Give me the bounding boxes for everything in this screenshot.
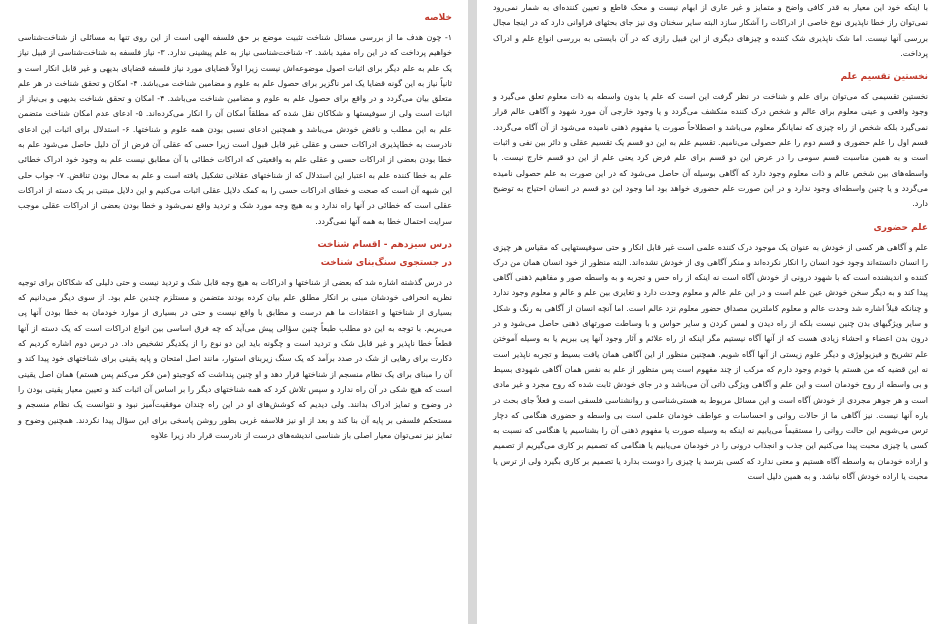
paragraph-first-division: نخستین تقسیمی که می‌توان برای علم و شناخت در نظر گرفت این است که علم یا بدون واسطه به ذات معلوم تعلق می‌گیرد و وجود واقعی و عینی معلوم برای عالم و شخص درک کننده منکشف می‌گردد و یا وجود خارجی آن مورد شهود و آگاهی عالم قرار نمی‌گیرد بلکه شخص از راه چیزی که نمایانگر معلوم می‌باشد و اصطلاحاً صورت یا مفهوم ذهنی نامیده می‌شود از آن آگاه می‌گردد. قسم اول را علم حضوری و قسم دوم را علم حصولی می‌نامیم. تقسیم علم به این دو قسم یک تقسیم عقلی و دائر بین نفی و اثبات است و به همین مناسبت قسم سومی را در عرض این دو قسم برای علم فرض کرد یعنی علم از این دو قسم خارج نیست. با واسطه‌های بین شخص عالم و ذات معلوم وجود دارد که آگاهی بوسیله آن حاصل می‌شود که در این صورت به علم حصولی نامیده می‌گردد و یا چنین واسطه‌ای وجود ندارد و در این صورت علم حضوری خواهد بود اما وجود این دو قسم در انسان احتیاج به توضیح دارد. bbox=[493, 92, 928, 209]
paragraph-summary: ۱- چون هدف ما از بررسی مسائل شناخت تثبیت موضع بر حق فلسفه الهی است از این روی تنها به مسائلی از شناخت‌شناسی خواهیم پرداخت که در این راه مفید باشد. ۲- شناخت‌شناسی نیاز به علم پیشینی ندارد. ۳- نیاز فلسفه به شناخت‌شناسی از قبیل نیاز یک علم به علم دیگر برای اثبات اصول موضوعه‌اش نیست زیرا اولاً قضایای مورد نیاز فلسفه قضایای بدیهی و غیر قابل انکار است و ثانیاً نیاز به این گونه قضایا یک امر ناگزیر برای حصول علم به علوم و مضامین شناخت می‌باشد. ۴- امکان و تحقق شناخت در هر علم متعلق بیان می‌گردد و در واقع برای حصول علم به علوم و مضامین شناخت می‌باشد. ۴- امکان و تحقق شناخت بدیهی و بی‌نیاز از اثبات است ولی از سوفیستها و شکاکان نقل شده که مطلقاً امکان آن را انکار می‌کرده‌اند. ۵- ادعای عدم امکان شناخت متضمن علم به این مطلب و ناقض خودش می‌باشد و همچنین ادعای نسبی بودن همه علوم و شناختها. ۶- استدلال برای اثبات این ادعای نادرست به خطاپذیری ادراکات حسی و عقلی غیر قابل قبول است زیرا حسی که عقلی آن فرض از آن دلیل حاصل می‌شود علم به خطا بودن بعضی از ادراکات حسی و عقلی علم به واقعیتی که ادراکات خطائی با آن مطابق نیست علم به وجود خود ادراک خطائی علم به خطا کننده علم به اعتبار این استدلال که از شناختهای عقلانی تشکیل یافته است و علم به محال بودن تناقض. ۷- جواب حلی این شبهه آن است که صحت و خطای ادراکات حسی را به کمک دلایل عقلی اثبات می‌کنیم و این دلایل مبتنی بر یک دسته از ادراکات عقلی است که خطائی در آنها راه ندارد و به هیچ وجه مورد شک و تردید واقع نمی‌شود و خطا بودن بعضی از ادراکات عقلی موجب سرایت احتمال خطا به همه آنها نمی‌گردد. bbox=[18, 33, 453, 226]
paragraph-presential-knowledge: علم و آگاهی هر کسی از خودش به عنوان یک موجود درک کننده علمی است غیر قابل انکار و حتی سوفیستهایی که مقیاس هر چیزی را انسان دانسته‌اند وجود خود انسان را انکار نکرده‌اند و منکر آگاهی وی از خودش نشده‌اند. البته منظور از خود انسان همان من درک کننده و اندیشنده است که با شهود درونی از خودش آگاه است نه اینکه از راه حس و تجربه و به واسطه صور و مفاهیم ذهنی آگاهی پیدا کند و به دیگر سخن خودش عین علم است و در این علم عالم و معلوم وحدت دارد و تغایری بین علم و عالم و معلوم وجود ندارد و چنانکه قبلاً اشاره شد وحدت عالم و معلوم کاملترین مصداق حضور معلوم نزد عالم است. اما آنچه انسان از آگاهی به رنگ و شکل و سایر ویژگیهای بدن چنین نیست بلکه از راه دیدن و لمس کردن و سایر حواس و با وساطت صورتهای ذهنی حاصل می‌شود و در درون بدن اعضاء و احشاء زیادی هست که از آنها آگاه نیستیم مگر اینکه از راه علائم و آثار وجود آنها پی ببریم یا به وسیله آموختن علم تشریح و فیزیولوژی و دیگر علوم زیستی از آنها آگاه شویم. همچنین منظور از این آگاهی همان یافت بسیط و تجربه ناپذیر است نه این قضیه که من هستم یا خودم وجود دارم که مرکب از چند مفهوم است پس منظور از علم به نفس همان آگاهی شهودی بسیط و بی واسطه از روح خودمان است و این علم و آگاهی ویژگی ذاتی آن می‌باشد و در جای خودش ثابت شده که روح مجرد و غیر مادی است و هر جوهر مجردی از خودش آگاه است و این مسائل مربوط به هستی‌شناسی و روانشناسی فلسفی است و فعلاً جای بحث در باره آنها نیست. نیز آگاهی ما از حالات روانی و احساسات و عواطف خودمان علمی است بی واسطه و حضوری هنگامی که دچار ترس می‌شویم این حالت روانی را مستقیماً می‌یابیم نه اینکه به وسیله صورت یا مفهوم ذهنی آن را بشناسیم یا هنگامی که نسبت به کسی یا چیزی محبت پیدا می‌کنیم این جذب و انجذاب درونی را در خودمان می‌یابیم یا هنگامی که تصمیم بر کاری می‌گیریم از تصمیم و اراده خودمان به واسطه آگاه هستیم و معنی ندارد که کسی بترسد یا چیزی را دوست بدارد یا تصمیم بر کاری بگیرد ولی از ترس یا محبت یا اراده خودش آگاه نباشد. و به همین دلیل است bbox=[493, 242, 928, 482]
heading-presential-knowledge: علم حضوری bbox=[873, 222, 928, 233]
page-right[interactable] bbox=[477, 0, 946, 624]
heading-first-division: نخستین تقسیم علم bbox=[840, 72, 928, 83]
heading-summary: خلاصه bbox=[424, 13, 452, 23]
paragraph-body: در درس گذشته اشاره شد که بعضی از شناختها و ادراکات به هیچ وجه قابل شک و تردید نیست و حتی دلیلی که شکاکان برای توجیه نظریه انحرافی خودشان مبنی بر انکار مطلق علم بیان کرده بودند متضمن و مستلزم چندین علم بود. از سوی دیگر می‌دانیم که بسیاری از شناختها و اعتقادات ما هم درست و مطابق با واقع نیست و حتی در بسیاری از موارد خودمان به خطا بودن آنها پی می‌بریم. با توجه به این دو مطلب طبعاً چنین سؤالی پیش می‌آید که چه فرق اساسی بین انواع ادراکات است که یک دسته از آنها قطعاً خطا ناپذیر و غیر قابل شک و تردید است و چگونه باید این دو نوع را از یکدیگر تشخیص داد. در درس دوم اشاره کردیم که دکارت برای رهایی از شک در صدد برآمد که یک سنگ زیربنای استوار، مانند اصل امتحان و پایه یقینی برای شناختهای خود پیدا کند و آن را مبنای برای یک نظام منسجم از شناختها قرار دهد و او چنین پنداشت که کوجیتو (من فکر می‌کنم پس هستم) همان اصل یقینی است که هیچ شکی در آن راه ندارد و سپس تلاش کرد که همه شناختهای دیگر را بر اساس آن اثبات کند و تعیین معیار یقینی بودن را در وضوح و تمایز ادراک بدانند. ولی دیدیم که کوشش‌های او در این راه چندان موفقیت‌آمیز نبود و نتوانست یک نظام منسجم و مستحکم فلسفی بر پایه آن بنا کند و بعد از او نیز فلاسفه غربی بطور روشن پاسخی برای این سؤال پیدا نکردند. همچنین وضوح و تمایز نیز نمی‌توان معیار اصلی باز شناسی اندیشه‌های درست از نادرست قرار داد زیرا علاوه bbox=[18, 277, 452, 440]
page-gutter bbox=[468, 0, 477, 624]
page-left[interactable] bbox=[0, 0, 468, 624]
heading-lesson: درس سیزدهم - اقسام شناخت bbox=[317, 239, 452, 250]
continued-paragraph: با اینکه خود این معیار به قدر کافی واضح و متمایز و غیر عاری از ابهام نیست و محک قاطع و تعیین کننده‌ای به شمار نمی‌رود نمی‌توان راز خطا ناپذیری نوع خاصی از ادراکات را آشکار سازد البته سایر سخنان وی نیز جای بحثهای فراوانی دارد که در اینجا مجال بررسی آنها نیست. اما شک ناپذیری شک کننده و چیزهای دیگری از این قبیل رازی که در آن بایستی به بررسی انواع علم و ادراک پرداخت. bbox=[493, 3, 928, 58]
heading-section: در جستجوی سنگ‌بنای شناخت bbox=[320, 257, 452, 268]
